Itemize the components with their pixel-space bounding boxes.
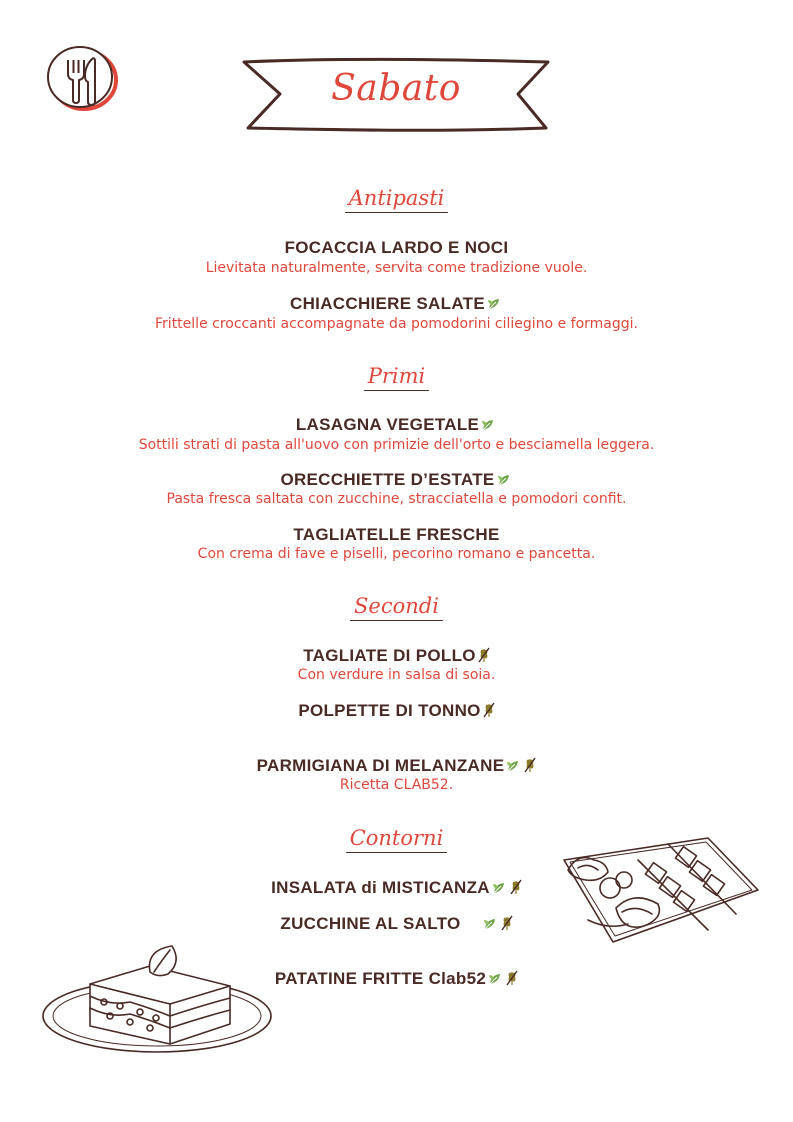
dish-name: LASAGNA VEGETALE	[0, 415, 793, 435]
leaf-icon	[506, 759, 522, 773]
fork-knife-icon	[44, 42, 120, 112]
leaf-icon	[481, 418, 497, 432]
leaf-icon	[492, 881, 508, 895]
dish-name: PATATINE FRITTE Clab52	[0, 969, 793, 989]
dish-name: PARMIGIANA DI MELANZANE	[0, 756, 793, 776]
wheat-crossed-icon	[524, 757, 536, 773]
wheat-crossed-icon	[501, 915, 513, 931]
dish-name: FOCACCIA LARDO E NOCI	[284, 238, 509, 257]
dish-description: Con crema di fave e piselli, pecorino romano e pancetta.	[197, 546, 596, 562]
leaf-icon	[497, 473, 513, 487]
leaf-icon	[483, 917, 499, 931]
restaurant-logo	[44, 42, 120, 112]
leaf-icon	[488, 972, 504, 986]
wheat-crossed-icon	[478, 647, 490, 663]
dish-name: ORECCHIETTE D’ESTATE	[0, 470, 793, 490]
dish-name: TAGLIATELLE FRESCHE	[293, 525, 500, 544]
dish-name: ZUCCHINE AL SALTO	[0, 914, 793, 934]
dish-name: TAGLIATE DI POLLO	[0, 646, 793, 666]
dish-name: INSALATA di MISTICANZA	[0, 878, 793, 898]
page-title: Sabato	[331, 68, 461, 109]
lasagna-plate-illustration	[40, 942, 275, 1061]
dish-description: Pasta fresca saltata con zucchine, stracciatella e pomodori confit.	[166, 491, 627, 507]
dish-description: Sottili strati di pasta all'uovo con primizie dell'orto e besciamella leggera.	[138, 437, 655, 453]
wheat-crossed-icon	[483, 702, 495, 718]
wheat-crossed-icon	[510, 879, 522, 895]
wheat-crossed-icon	[506, 970, 518, 986]
dish-description: Con verdure in salsa di soia.	[297, 667, 496, 683]
section-title-contorni: Contorni	[0, 826, 793, 853]
dish-description: Frittelle croccanti accompagnate da pomodorini ciliegino e formaggi.	[155, 316, 638, 332]
dish-description: Lievitata naturalmente, servita come tradizione vuole.	[205, 260, 588, 276]
dish-description: Ricetta CLAB52.	[339, 777, 454, 793]
dish-name: CHIACCHIERE SALATE	[0, 294, 793, 314]
skewer-plate-illustration	[558, 830, 763, 954]
section-title-primi: Primi	[0, 364, 793, 391]
dish-name: POLPETTE DI TONNO	[0, 701, 793, 721]
section-title-secondi: Secondi	[0, 594, 793, 621]
section-title-antipasti: Antipasti	[0, 186, 793, 213]
leaf-icon	[487, 297, 503, 311]
